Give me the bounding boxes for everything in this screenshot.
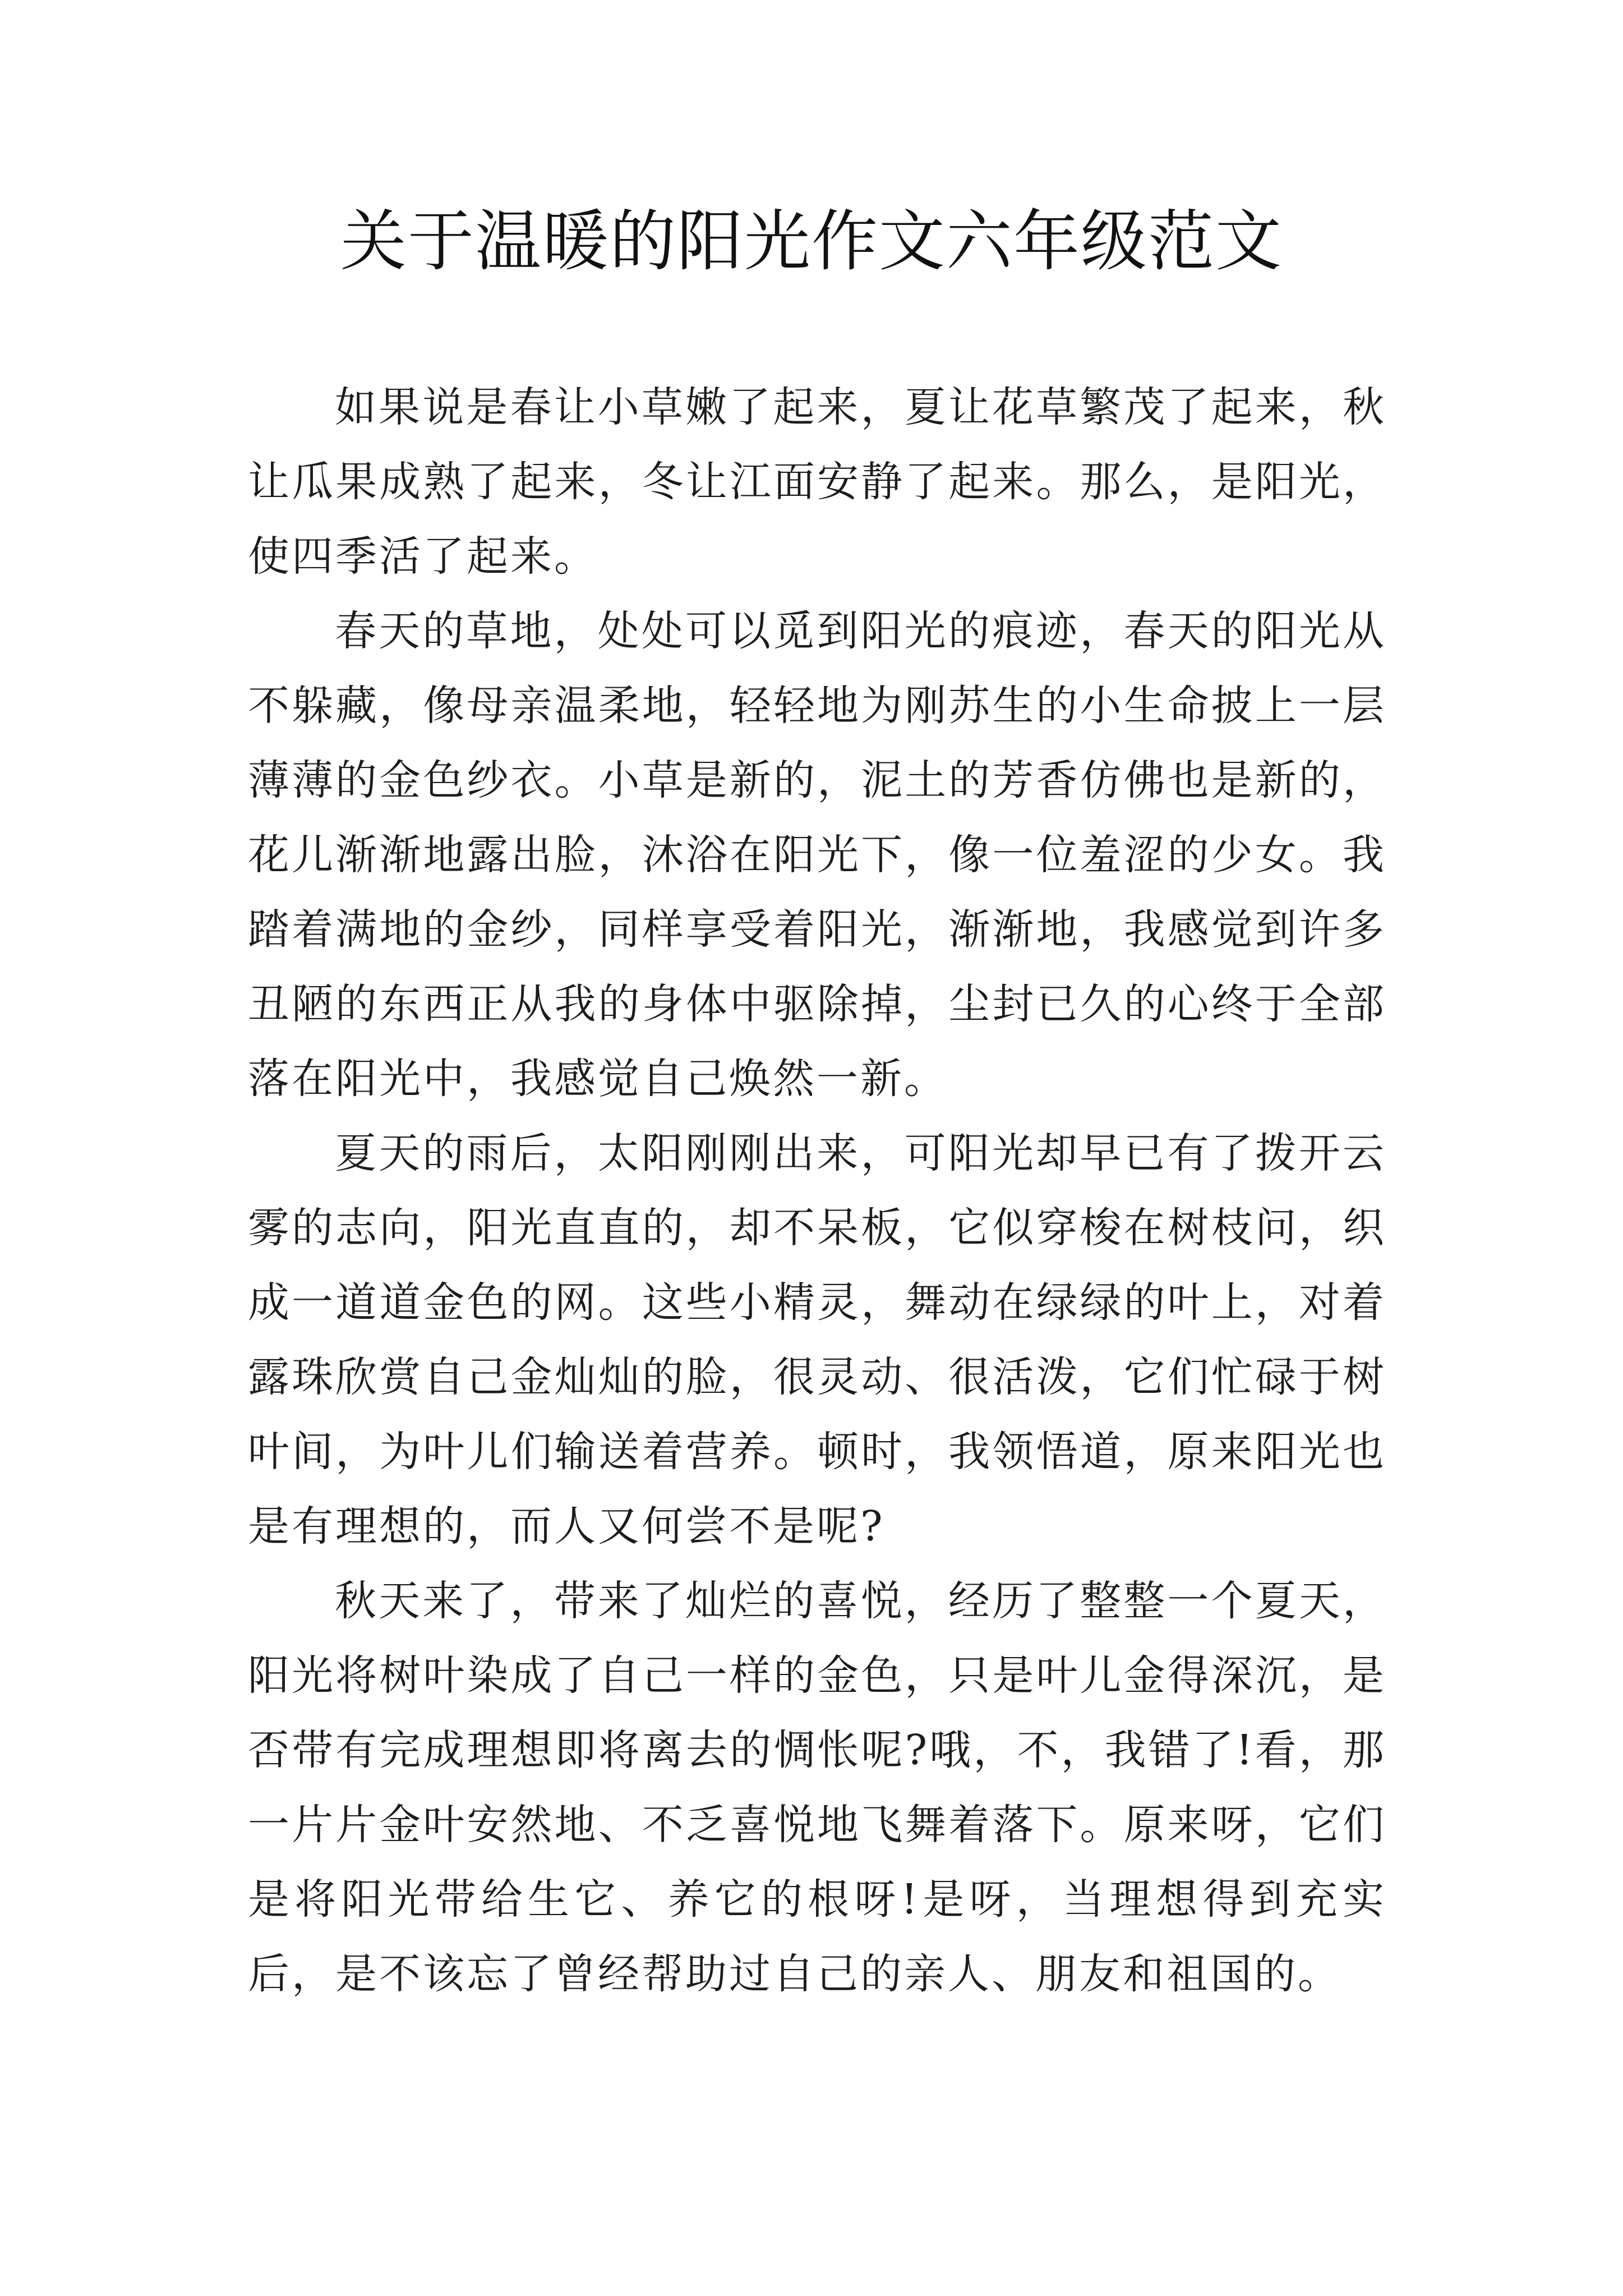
document-title: 关于温暖的阳光作文六年级范文 <box>340 203 1283 280</box>
paragraph-summer: 夏天的雨后，太阳刚刚出来，可阳光却早已有了拨开云雾的志向，阳光直直的，却不呆板，它似穿梭在树枝问，织成一道道金色的网。这些小精灵，舞动在绿绿的叶上，对着露珠欣赏自己金灿灿的脸，很灵动、很活泼，它们忙碌于树叶间，为叶儿们输送着营养。顿时，我领悟道，原来阳光也是有理想的，而人又何尝不是呢? <box>248 1129 1386 1550</box>
document-body <box>248 370 1386 2012</box>
paragraph-autumn: 秋天来了，带来了灿烂的喜悦，经历了整整一个夏天，阳光将树叶染成了自己一样的金色，只是叶儿金得深沉，是否带有完成理想即将离去的惆怅呢?哦，不，我错了!看，那一片片金叶安然地、不乏喜悦地飞舞着落下。原来呀，它们是将阳光带给生它、养它的根呀!是呀，当理想得到充实后，是不该忘了曾经帮助过自己的亲人、朋友和祖国的。 <box>248 1577 1386 1998</box>
paragraph-spring-intro: 如果说是春让小草嫩了起来，夏让花草繁茂了起来，秋让瓜果成熟了起来，冬让江面安静了起来。那么，是阳光，使四季活了起来。 <box>248 383 1386 581</box>
paragraph-spring: 春天的草地，处处可以觅到阳光的痕迹，春天的阳光从不躲藏，像母亲温柔地，轻轻地为刚苏生的小生命披上一层薄薄的金色纱衣。小草是新的，泥土的芳香仿佛也是新的，花儿渐渐地露出脸，沐浴在阳光下，像一位羞涩的少女。我踏着满地的金纱，同样享受着阳光，渐渐地，我感觉到许多丑陋的东西正从我的身体中驱除掉，尘封已久的心终于全部落在阳光中，我感觉自己焕然一新。 <box>248 607 1386 1103</box>
